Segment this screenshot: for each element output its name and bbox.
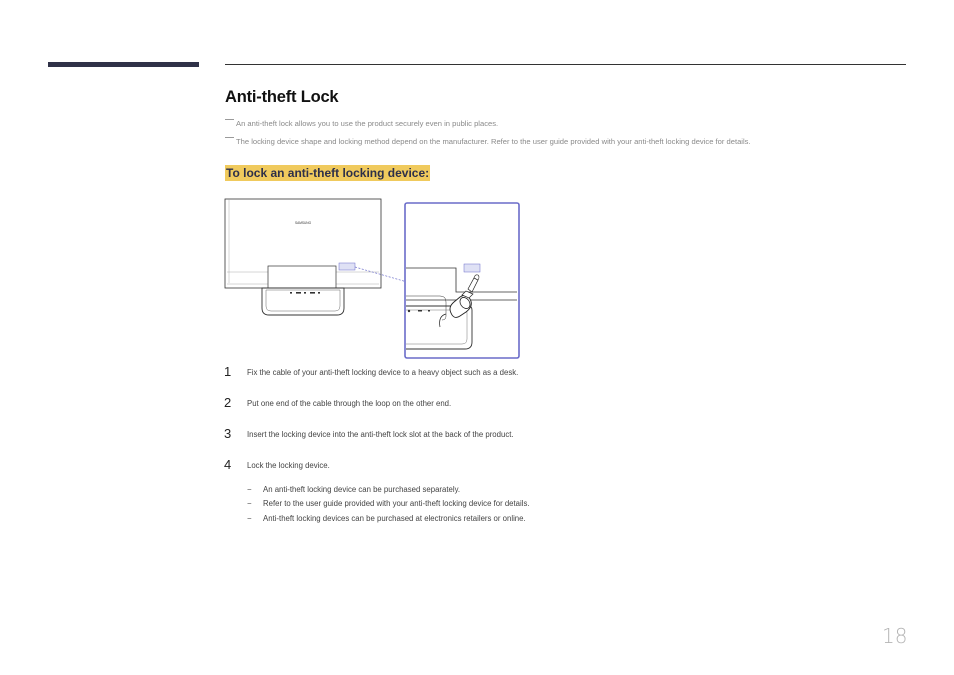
step-text: Insert the locking device into the anti-theft lock slot at the back of the product. [247,430,514,439]
note-2 [225,137,751,146]
list-item [247,485,460,494]
page-title: Anti-theft Lock [225,88,339,106]
note-1 [225,119,498,128]
lock-slot-zoom-callout [405,203,519,358]
step-number: 2 [224,395,232,410]
list-item-text: Anti-theft locking devices can be purchased at electronics retailers or online. [263,514,526,523]
step-number: 3 [224,426,232,441]
monitor-back-view [225,199,414,315]
header-accent-bar [48,62,199,67]
bullet-dash-icon: − [247,485,252,494]
step-text: Lock the locking device. [247,461,330,470]
list-item [247,499,530,508]
list-item [247,514,526,523]
step-number: 1 [224,364,232,379]
note-dash-icon [225,119,234,120]
header-rule [225,64,906,65]
note-dash-icon [225,137,234,138]
page-number: 18 [882,624,908,648]
note-text: The locking device shape and locking method depend on the manufacturer. Refer to the user guide provided with your anti-theft locking device for details. [236,137,751,146]
step-text: Fix the cable of your anti-theft locking device to a heavy object such as a desk. [247,368,519,377]
brand-label: SAMSUNG [294,221,312,225]
bullet-dash-icon: − [247,499,252,508]
note-text: An anti-theft lock allows you to use the product securely even in public places. [236,119,499,128]
anti-theft-lock-illustration [222,196,522,362]
list-item-text: Refer to the user guide provided with your anti-theft locking device for details. [263,499,530,508]
bullet-dash-icon: − [247,514,252,523]
step-number: 4 [224,457,232,472]
section-heading: To lock an anti-theft locking device: [226,166,430,180]
list-item-text: An anti-theft locking device can be purchased separately. [263,485,461,494]
step-text: Put one end of the cable through the loop on the other end. [247,399,452,408]
